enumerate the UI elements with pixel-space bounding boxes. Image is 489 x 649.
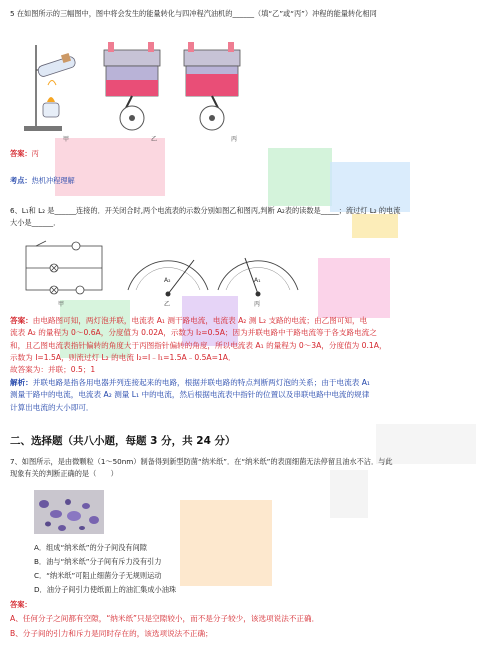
q6-figure-svg [18, 236, 318, 308]
watermark-patch [318, 258, 390, 318]
q6-figure [18, 236, 318, 308]
q6-analysis-line: 解析：并联电路是指各用电器并列连接起来的电路，根据并联电路的特点判断两灯泡的关系；由于电流表 A₁ [10, 378, 370, 387]
meter-A2-label: A₂ [164, 277, 171, 284]
meter-bing-label: 丙 [254, 301, 261, 308]
q6-answer-line: 故答案为：并联；0.5；1 [10, 365, 96, 375]
watermark-patch [180, 500, 272, 586]
circuit-label: 甲 [58, 301, 65, 308]
section-title: 二、选择题（共八小题，每题 3 分，共 24 分） [10, 435, 236, 447]
q6-answer-line: 和，且乙图电流表指针偏转的角度大于丙图指针偏转的角度，所以电流表 A₁ 的量程为 0～3A，分度值为 0.1A， [10, 340, 387, 350]
q5-figure [14, 30, 274, 143]
q5-figure-label: 甲 [62, 136, 69, 143]
q7-answer-label: 答案： [10, 600, 32, 609]
q5-figure-label: 丙 [230, 136, 237, 143]
answer-label: 答案： [10, 149, 32, 158]
test-tube-apparatus [24, 45, 76, 131]
watermark-patch [268, 148, 332, 206]
water-droplets-image [34, 490, 104, 534]
q7-question-line1: 7、如图所示，是由微颗粒（1～50nm）制备得到新型防菌“纳米纸”．在“纳米纸”的表面细菌无法停留且油水不沾．与此 [10, 457, 393, 466]
answer-value: 丙 [31, 149, 39, 158]
point-value: 热机冲程理解 [31, 176, 75, 185]
q5-answer [10, 149, 39, 159]
q5-question: 5 在如图所示的三幅图中，图中将会发生的能量转化与四冲程汽油机的______（填“乙”或“丙”）冲程的能量转化相同 [10, 9, 377, 18]
q5-figure-svg [14, 30, 274, 138]
point-label: 考点： [10, 176, 32, 185]
option-d[interactable]: D．油分子间引力使纸面上的油汇集成小油珠 [34, 585, 177, 594]
ammeter-yi [128, 260, 208, 297]
engine-cylinder-bing [184, 42, 240, 130]
option-a[interactable]: A．组成“纳米纸”的分子间没有间隙 [34, 543, 147, 552]
q7-question-line2: 现象有关的判断正确的是（ ） [10, 469, 118, 478]
q6-analysis-line: 计算出电流的大小即可． [10, 402, 94, 412]
option-b[interactable]: B．油与“纳米纸”分子间有斥力没有引力 [34, 557, 162, 566]
q7-answer-line: B、分子间的引力和斥力是同时存在的，该选项说法不正确； [10, 629, 213, 638]
circuit-diagram [26, 241, 102, 294]
q6-answer-line: 流表 A₂ 的量程为 0～0.6A，分度值为 0.02A，示数为 I₂=0.5A；因为并联电路中干路电流等于各支路电流之 [10, 328, 377, 338]
q6-analysis [10, 377, 479, 414]
q5-figure-label: 乙 [150, 136, 157, 143]
watermark-patch [330, 162, 410, 212]
meter-yi-label: 乙 [164, 301, 171, 308]
q6-question-line1: 6、L₁和 L₂ 是______连接的．开关闭合时,两个电流表的示数分别如图乙和图丙,判断 A₂表的读数是_____；流过灯 L₂ 的电流 [10, 206, 401, 215]
q6-answer-line: 示数为 I=1.5A，则流过灯 L₂ 的电流 I₂=I﹣I₁=1.5A﹣0.5A=1A． [10, 352, 236, 362]
q6-question-line2: 大小是______． [10, 218, 61, 227]
q6-answer-line: 答案：由电路图可知，两灯泡并联，电流表 A₁ 测干路电流，电流表 A₂ 测 L₂ 支路的电流；由乙图可知，电 [10, 316, 368, 325]
q6-answer [10, 315, 479, 376]
ammeter-bing [218, 258, 298, 297]
nano-paper-photo [34, 490, 104, 534]
watermark-patch [55, 138, 165, 196]
q5-point [10, 176, 75, 186]
meter-A1-label: A₁ [254, 277, 261, 284]
q7-answer-line: A、任何分子之间都有空隙，“纳米纸”只是空隙较小，而不是分子较少，该选项说法不正确． [10, 614, 320, 623]
q6-analysis-line: 测量干路中的电流，电流表 A₂ 测量 L₁ 中的电流，然后根据电流表中指针的位置以及串联电路中电流的规律 [10, 390, 370, 400]
option-c[interactable]: C．“纳米纸”可阻止细菌分子无规则运动 [34, 571, 162, 580]
engine-cylinder-yi [104, 42, 160, 130]
